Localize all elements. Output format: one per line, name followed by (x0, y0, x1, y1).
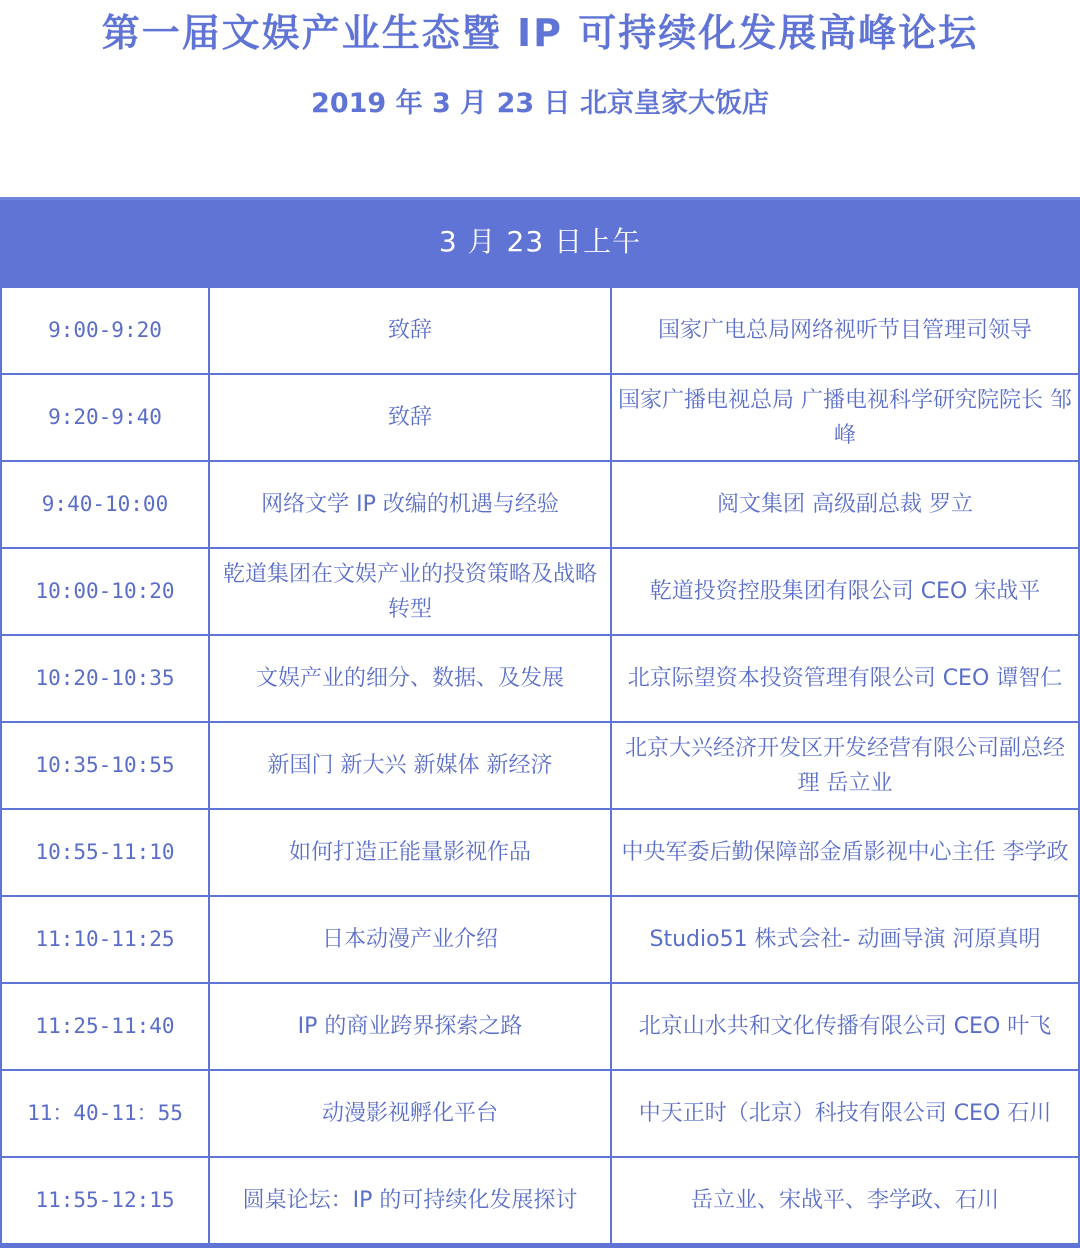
topic-cell: 文娱产业的细分、数据、及发展 (210, 636, 610, 721)
table-row (0, 462, 1080, 549)
table-row (0, 1071, 1080, 1158)
time-cell: 10:55-11:10 (2, 810, 208, 895)
table-row (0, 1158, 1080, 1245)
topic-cell: 致辞 (210, 375, 610, 460)
topic-cell: 乾道集团在文娱产业的投资策略及战略转型 (210, 549, 610, 634)
time-cell: 9:00-9:20 (2, 288, 208, 373)
time-cell: 9:20-9:40 (2, 375, 208, 460)
topic-cell: 致辞 (210, 288, 610, 373)
time-cell: 11:55-12:15 (2, 1158, 208, 1243)
speaker-cell: 岳立业、宋战平、李学政、石川 (612, 1158, 1078, 1243)
time-cell: 9:40-10:00 (2, 462, 208, 547)
speaker-cell: 国家广电总局网络视听节目管理司领导 (612, 288, 1078, 373)
table-row (0, 723, 1080, 810)
time-cell: 11：40-11：55 (2, 1071, 208, 1156)
speaker-cell: 阅文集团 高级副总裁 罗立 (612, 462, 1078, 547)
table-row (0, 288, 1080, 375)
time-cell: 11:10-11:25 (2, 897, 208, 982)
table-row (0, 984, 1080, 1071)
speaker-cell: 中央军委后勤保障部金盾影视中心主任 李学政 (612, 810, 1078, 895)
topic-cell: IP 的商业跨界探索之路 (210, 984, 610, 1069)
speaker-cell: Studio51 株式会社- 动画导演 河原真明 (612, 897, 1078, 982)
speaker-cell: 乾道投资控股集团有限公司 CEO 宋战平 (612, 549, 1078, 634)
speaker-cell: 中天正时（北京）科技有限公司 CEO 石川 (612, 1071, 1078, 1156)
time-cell: 10:00-10:20 (2, 549, 208, 634)
speaker-cell: 北京大兴经济开发区开发经营有限公司副总经理 岳立业 (612, 723, 1078, 808)
topic-cell: 网络文学 IP 改编的机遇与经验 (210, 462, 610, 547)
time-cell: 11:25-11:40 (2, 984, 208, 1069)
speaker-cell: 北京山水共和文化传播有限公司 CEO 叶飞 (612, 984, 1078, 1069)
topic-cell: 日本动漫产业介绍 (210, 897, 610, 982)
table-row (0, 897, 1080, 984)
section-header: 3 月 23 日上午 (0, 197, 1080, 286)
speaker-cell: 国家广播电视总局 广播电视科学研究院院长 邹峰 (612, 375, 1078, 460)
table-row (0, 375, 1080, 462)
topic-cell: 新国门 新大兴 新媒体 新经济 (210, 723, 610, 808)
table-row (0, 636, 1080, 723)
speaker-cell: 北京际望资本投资管理有限公司 CEO 谭智仁 (612, 636, 1078, 721)
topic-cell: 动漫影视孵化平台 (210, 1071, 610, 1156)
time-cell: 10:20-10:35 (2, 636, 208, 721)
table-row (0, 549, 1080, 636)
schedule-table (0, 197, 1080, 1248)
topic-cell: 如何打造正能量影视作品 (210, 810, 610, 895)
page-title: 第一届文娱产业生态暨 IP 可持续化发展高峰论坛 (101, 11, 979, 55)
event-date-venue: 2019 年 3 月 23 日 北京皇家大饭店 (311, 88, 769, 119)
time-cell: 10:35-10:55 (2, 723, 208, 808)
table-row (0, 810, 1080, 897)
topic-cell: 圆桌论坛：IP 的可持续化发展探讨 (210, 1158, 610, 1243)
